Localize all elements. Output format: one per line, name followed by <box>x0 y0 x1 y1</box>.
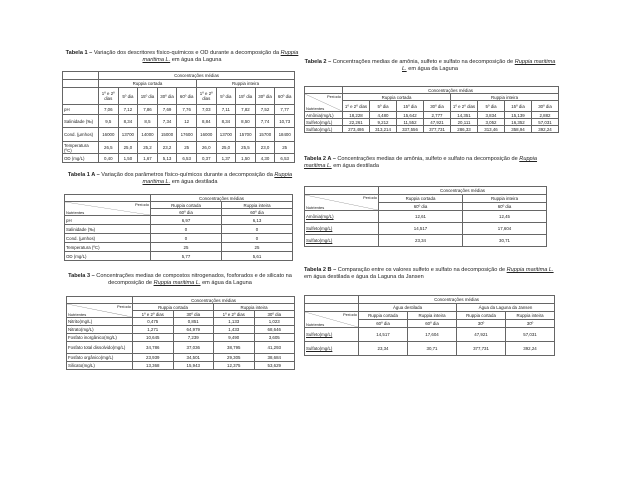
t1-day: 15º dia <box>236 88 256 105</box>
tabela-2b: Concentrações médias Água destilada Água da Laguna da Jansen Período Nutrientes Ruppia cortada Ruppia inteira Ruppia cortada Ruppia inteira 60º dia 60º dia 30º 30º Sulfeto(mg/L) 14,517 17,604 47,921 57,031 Sulfato(mg/L) 23,34 30,71 377,731 392,24 <box>304 295 555 356</box>
t1-day: 15º dia <box>138 88 158 105</box>
tabela-2a-caption: Tabela 2 A – Concentrações medias de amônia, sulfeto e sulfato na decomposição de Ruppia maritima L. em água destilada <box>304 156 538 170</box>
t1-day: 30º dia <box>255 88 275 105</box>
t1-day: 5º dia <box>216 88 236 105</box>
tabela-2b-caption: Tabela 2 B – Comparação entre os valores sulfeto e sulfato na decomposição de Ruppia maritima L. em água destilada e água da Laguna da Jansen <box>304 267 554 281</box>
table-row: Sulfato(mg/L) 23,34 30,71 <box>305 235 547 247</box>
table-row: Sulfeto(mg/L) 14,517 17,604 <box>305 223 547 235</box>
tabela-1a: Concentrações médias Período Nutrientes Ruppia cortada Ruppia inteira 60º dia 60º dia pH 6,97 6,13 Salinidade (‰) 0 0 Cond. (µmhos) 0 0 Temperatura (ºC) 25 25 OD (mg/L) 5,77 5,61 <box>64 194 293 261</box>
table-row: Fosfato inorgânico(mg/L) 10,645 7,239 9,490 3,605 <box>67 334 295 342</box>
table-row: Fosfato orgânico(mg/L) 23,939 34,501 29,305 38,684 <box>67 354 295 362</box>
t1-day: 5º dia <box>118 88 138 105</box>
table-row: Sulfato(mg/L) 273,486 313,214 337,556 377,731 286,33 313,46 358,94 392,24 <box>305 126 559 133</box>
table-row: Silicato(mg/L) 13,368 15,943 12,375 53,629 <box>67 362 295 370</box>
tabela-1-caption: Tabela 1 – Variação dos descritores físico-químicos e OD durante a decomposição da Ruppia maritima L. em água da Laguna <box>65 50 299 64</box>
tabela-2a: Concentrações médias Período Nutrientes Ruppia cortada Ruppia inteira 60º dia 60º dia Amônia(mg/L) 12,61 12,45 Sulfeto(mg/L) 14,517 17,604 Sulfato(mg/L) 23,34 30,71 <box>304 186 547 247</box>
t2a-corner: Período Nutrientes <box>306 195 377 210</box>
table-row: Temperatura (ºC) 26,5 25,0 25,2 23,2 25 26,0 25,0 25,5 23,0 25 <box>63 142 295 154</box>
tabela-3-caption: Tabela 3 – Concentrações medias de compostos nitrogenados, fosforados e de silicato na decomposição de Ruppia maritima L. em água da Laguna <box>68 273 292 287</box>
tabela-3: Concentrações médias Período Nutrientes Ruppia cortada Ruppia inteira 1º e 2º dias 30º dia 1º e 2º dias 30º dia Nitrito(mg/L) 0,475 0,851 1,133 1,023 Nitrato(mg/L) 1,271 64,979 1,433 68,646 Fosfato inorgânico(mg/L) 10,645 7,239 9,490 3,605 Fosfato total dissolvido(mg/L) 34,786 37,036 38,795 41,293 Fosfato orgânico(mg/L) 23,939 34,501 29,305 38,684 Silicato(mg/L) 13,368 15,943 12,375 53,629 <box>66 296 295 370</box>
t1-group: Ruppia cortada <box>99 80 197 88</box>
table-row: pH 7,06 7,12 7,86 7,69 7,76 7,03 7,11 7,82 7,52 7,77 <box>63 105 295 115</box>
t3-corner: Período Nutrientes <box>68 304 131 317</box>
tabela-1a-caption: Tabela 1 A – Variação dos parâmetros físico-químicos durante a decomposição da Ruppia maritima L. em água destilada <box>67 172 293 186</box>
table-row: Nitrato(mg/L) 1,271 64,979 1,433 68,646 <box>67 326 295 334</box>
table-row: Amônia(mg/L) 12,61 12,45 <box>305 211 547 223</box>
table-row: Nitrito(mg/L) 0,475 0,851 1,133 1,023 <box>67 318 295 326</box>
tabela-1 <box>62 71 295 163</box>
t2-corner: Período Nutrientes <box>306 94 341 111</box>
t1a-corner: Período Nutrientes <box>66 202 149 215</box>
table-row: Temperatura (ºC) 25 25 <box>65 243 293 252</box>
table-row: Salinidade (‰) 0 0 <box>65 225 293 234</box>
table-row: Sulfeto(mg/L) 14,517 17,604 47,921 57,031 <box>305 328 555 342</box>
table-row: Salinidade (‰) 9,5 8,34 8,5 7,34 12 8,84 8,34 8,50 7,74 10,73 <box>63 115 295 128</box>
table-row: Cond. (µmhos) 16000 13700 14000 15000 17600 16000 13700 15700 15700 18400 <box>63 128 295 142</box>
table-row: Fosfato total dissolvido(mg/L) 34,786 37,036 38,795 41,293 <box>67 342 295 354</box>
tabela-2-caption: Tabela 2 – Concentrações medias de amônia, sulfeto e sulfato na decomposição de Ruppia maritima L. em água da Laguna <box>304 59 556 73</box>
t1-day: 1º e 2º dias <box>99 88 119 105</box>
t1-day: 1º e 2º dias <box>196 88 216 105</box>
t1-group: Ruppia inteira <box>196 80 294 88</box>
table-row: OD (mg/L) 0,40 1,50 1,67 5,13 6,53 0,37 1,37 1,50 4,30 6,53 <box>63 154 295 163</box>
tabela-2: Concentrações médias Período Nutrientes Ruppia cortada Ruppia inteira 1º e 2º dias 5º dia 15º dia 30º dia 1º e 2º dias 5º dia 15º dia 30º dia Amônia(mg/L) 18,228 4,480 15,642 2,777 14,351 3,834 15,139 2,882 Sulfeto(mg/L) 22,261 9,212 11,552 47,921 20,111 3,052 16,352 57,031 Sulfato(mg/L) 273,486 313,214 337,556 377,731 286,33 313,46 358,94 392,24 <box>304 86 559 133</box>
t1-day: 30º dia <box>157 88 177 105</box>
t1-day: 60º dia <box>177 88 197 105</box>
table-row: Amônia(mg/L) 18,228 4,480 15,642 2,777 14,351 3,834 15,139 2,882 <box>305 112 559 119</box>
table-row: Cond. (µmhos) 0 0 <box>65 234 293 243</box>
table-row: Sulfato(mg/L) 23,34 30,71 377,731 392,24 <box>305 342 555 356</box>
table-row: Sulfeto(mg/L) 22,261 9,212 11,552 47,921 20,111 3,052 16,352 57,031 <box>305 119 559 126</box>
table-row: pH 6,97 6,13 <box>65 216 293 225</box>
t1-head: Concentrações médias <box>99 72 295 80</box>
table-row: OD (mg/L) 5,77 5,61 <box>65 252 293 261</box>
t1-day: 60º dia <box>275 88 295 105</box>
t2b-corner: Período Nutrientes <box>306 312 357 327</box>
